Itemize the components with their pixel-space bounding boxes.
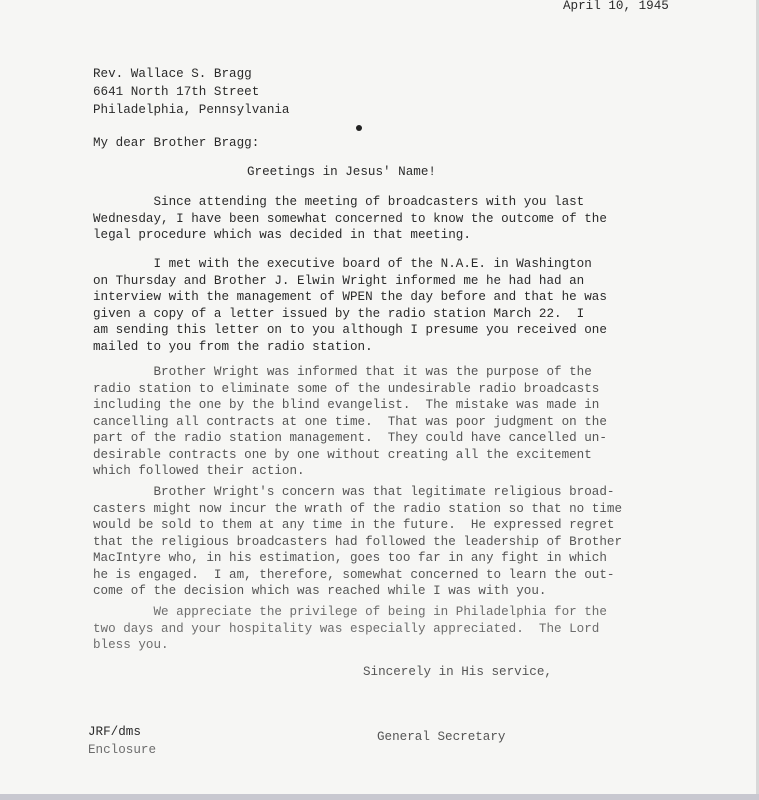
paragraph-line: bless you. [93, 638, 169, 652]
paragraph-line: that the religious broadcasters had followed the leadership of Brother [93, 534, 623, 549]
recipient-street: 6641 North 17th Street [93, 85, 260, 99]
closing: Sincerely in His service, [363, 665, 552, 679]
paragraph-line: given a copy of a letter issued by the radio station March 22. I [93, 306, 585, 321]
scan-border [0, 794, 759, 800]
paragraph-line: We appreciate the privilege of being in Philadelphia for the [93, 605, 607, 619]
paragraph-line: Brother Wright was informed that it was the purpose of the [93, 365, 592, 379]
paragraph-line: he is engaged. I am, therefore, somewhat concerned to learn the out- [93, 567, 615, 582]
paragraph-line: am sending this letter on to you although I presume you received one [93, 323, 607, 337]
ink-dot [356, 125, 362, 131]
paragraph-5 [93, 604, 653, 654]
recipient-city: Philadelphia, Pennsylvania [93, 103, 290, 117]
letter-date: April 10, 1945 [563, 0, 669, 13]
paragraph-line: interview with the management of WPEN the day before and that he was [93, 290, 607, 304]
paragraph-4 [93, 484, 653, 600]
paragraph-3 [93, 364, 653, 480]
paragraph-line: including the one by the blind evangelist. The mistake was made in [93, 398, 600, 412]
paragraph-line: desirable contracts one by one without creating all the excitement [93, 447, 592, 462]
paragraph-line: legal procedure which was decided in that meeting. [93, 228, 471, 242]
reference-initials: JRF/dms [88, 725, 141, 739]
recipient-name: Rev. Wallace S. Bragg [93, 67, 252, 81]
paragraph-line: Since attending the meeting of broadcasters with you last [93, 195, 585, 209]
paragraph-line: would be sold to them at any time in the future. He expressed regret [93, 518, 615, 532]
enclosure-note: Enclosure [88, 743, 157, 757]
paragraph-2 [93, 256, 653, 355]
paragraph-line: come of the decision which was reached while I was with you. [93, 584, 547, 598]
paragraph-line: Brother Wright's concern was that legitimate religious broad- [93, 485, 615, 499]
paragraph-line: two days and your hospitality was especially appreciated. The Lord [93, 621, 600, 636]
paragraph-line: mailed to you from the radio station. [93, 339, 373, 354]
paragraph-1 [93, 194, 653, 244]
paragraph-line: MacIntyre who, in his estimation, goes too far in any fight in which [93, 551, 607, 565]
signature-title: General Secretary [377, 730, 506, 744]
paragraph-line: I met with the executive board of the N.A.E. in Washington [93, 257, 592, 271]
paragraph-line: radio station to eliminate some of the undesirable radio broadcasts [93, 381, 600, 396]
paragraph-line: part of the radio station management. They could have cancelled un- [93, 431, 607, 445]
paragraph-line: Wednesday, I have been somewhat concerned to know the outcome of the [93, 211, 607, 226]
paragraph-line: which followed their action. [93, 464, 305, 478]
paragraph-line: cancelling all contracts at one time. That was poor judgment on the [93, 414, 607, 429]
paragraph-line: on Thursday and Brother J. Elwin Wright informed me he had had an [93, 273, 585, 288]
paragraph-line: casters might now incur the wrath of the radio station so that no time [93, 501, 623, 516]
greeting-line: Greetings in Jesus' Name! [247, 165, 436, 179]
salutation: My dear Brother Bragg: [93, 136, 260, 150]
